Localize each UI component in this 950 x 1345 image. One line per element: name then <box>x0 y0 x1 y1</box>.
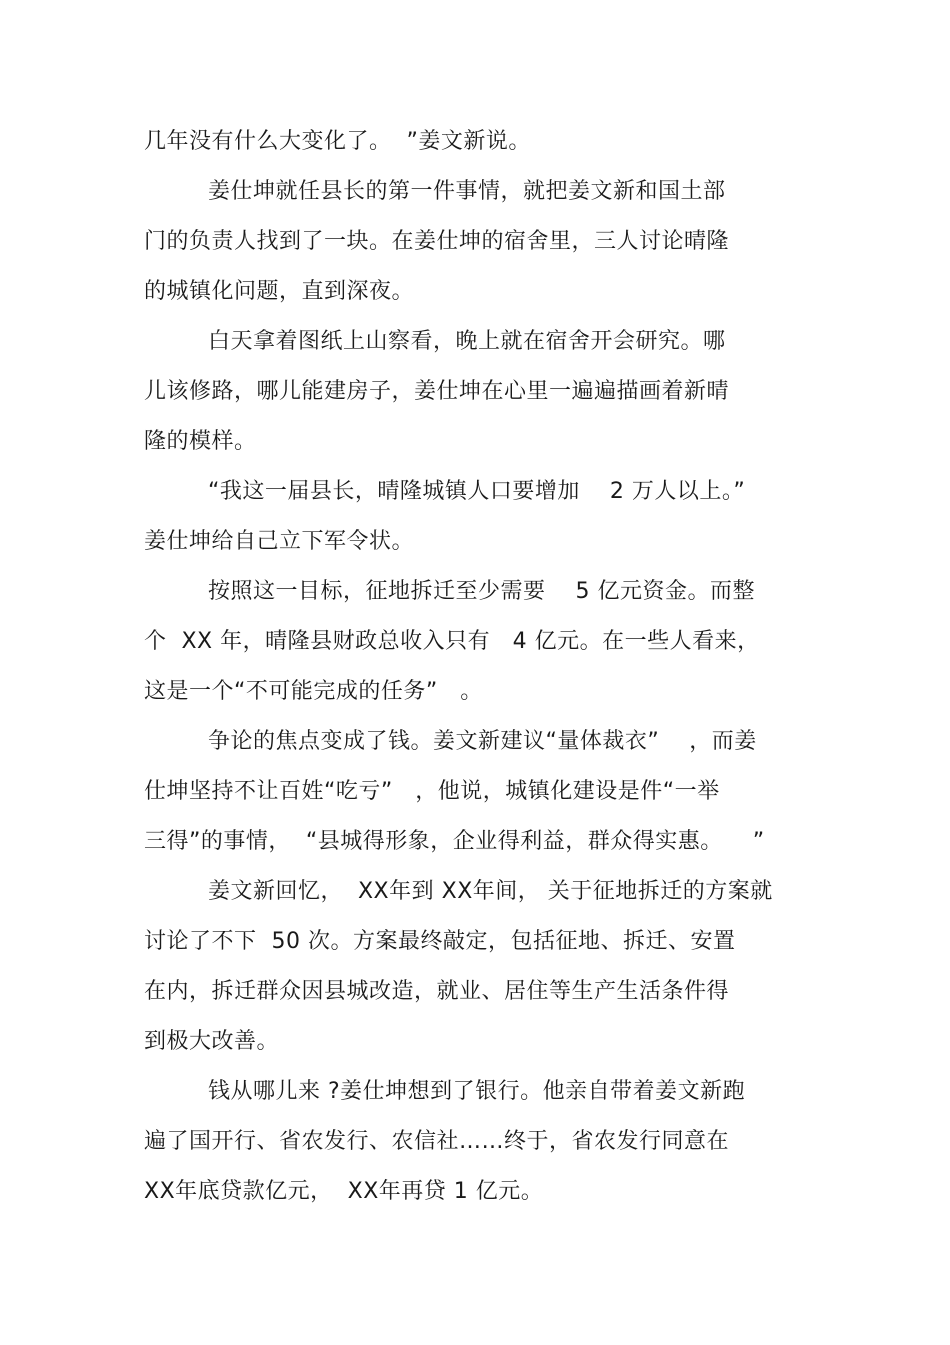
text-line-2: 姜仕坤就任县长的第一件事情，就把姜文新和国土部 <box>208 179 726 204</box>
text-line-12: 这是一个“不可能完成的任务” 。 <box>144 679 483 704</box>
text-line-7: 隆的模样。 <box>144 429 257 454</box>
text-line-13: 争论的焦点变成了钱。姜文新建议“量体裁衣” ，而姜 <box>208 729 757 754</box>
text-line-11: 个 XX 年，晴隆县财政总收入只有 4 亿元。在一些人看来， <box>144 629 760 654</box>
text-line-18: 在内，拆迁群众因县城改造，就业、居住等生产生活条件得 <box>144 979 730 1004</box>
text-line-20: 钱从哪儿来 ?姜仕坤想到了银行。他亲自带着姜文新跑 <box>208 1079 746 1104</box>
text-line-14: 仕坤坚持不让百姓“吃亏” ，他说，城镇化建设是件“一举 <box>144 779 720 804</box>
text-line-16: 姜文新回忆， XX年到 XX年间， 关于征地拆迁的方案就 <box>208 879 773 904</box>
text-line-17: 讨论了不下 50 次。方案最终敲定，包括征地、拆迁、安置 <box>144 929 736 954</box>
text-line-3: 门的负责人找到了一块。在姜仕坤的宿舍里，三人讨论晴隆 <box>144 229 730 254</box>
text-line-1: 几年没有什么大变化了。 ”姜文新说。 <box>144 129 531 154</box>
text-line-15: 三得”的事情， “县城得形象，企业得利益，群众得实惠。 ” <box>144 829 765 854</box>
text-line-4: 的城镇化问题，直到深夜。 <box>144 279 415 304</box>
text-line-6: 儿该修路，哪儿能建房子，姜仕坤在心里一遍遍描画着新晴 <box>144 379 730 404</box>
text-line-22: XX年底贷款亿元， XX年再贷 1 亿元。 <box>144 1179 544 1204</box>
text-line-9: 姜仕坤给自己立下军令状。 <box>144 529 415 554</box>
text-line-5: 白天拿着图纸上山察看，晚上就在宿舍开会研究。哪 <box>208 329 726 354</box>
text-line-21: 遍了国开行、省农发行、农信社……终于，省农发行同意在 <box>144 1129 730 1154</box>
text-line-19: 到极大改善。 <box>144 1029 280 1054</box>
text-line-8: “我这一届县长，晴隆城镇人口要增加 2 万人以上。” <box>208 479 746 504</box>
text-line-10: 按照这一目标，征地拆迁至少需要 5 亿元资金。而整 <box>208 579 755 604</box>
